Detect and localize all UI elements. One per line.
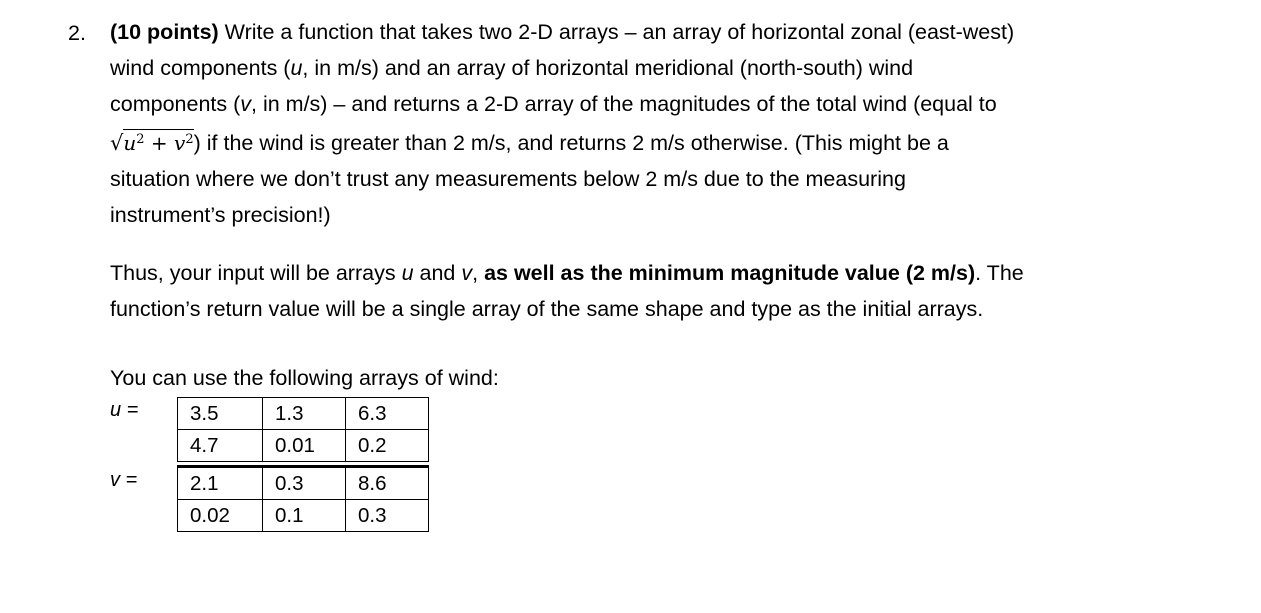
formula-radicand: $u^2 + v^2$ <box>123 131 194 156</box>
question-line-4: $√u^2 + v^2$) if the wind is greater than 2 m/s, and returns 2 m/s otherwise. (This might be a <box>110 122 1120 162</box>
question-line-3: components (v, in m/s) – and returns a 2-D array of the magnitudes of the total wind (equal to <box>110 91 997 116</box>
table-cell: 0.3 <box>263 467 346 500</box>
table-row <box>178 500 429 532</box>
table-cell: 0.1 <box>263 500 346 532</box>
table-row <box>178 430 429 462</box>
question-line-5: situation where we don’t trust any measurements below 2 m/s due to the measuring <box>110 167 906 192</box>
v-variable: v <box>240 91 252 116</box>
question-line-1: (10 points) Write a function that takes two 2-D arrays – an array of horizontal zonal (east-west) <box>110 20 1015 44</box>
input-paragraph <box>110 256 1120 328</box>
u-variable: u <box>290 55 303 80</box>
arrays-intro: You can use the following arrays of wind: <box>110 366 499 390</box>
table-cell: 8.6 <box>346 467 429 500</box>
table-cell: 0.02 <box>178 500 263 532</box>
question-line-2: wind components (u, in m/s) and an array of horizontal meridional (north-south) wind <box>110 55 914 80</box>
magnitude-formula <box>110 122 194 162</box>
table-cell: 2.1 <box>178 467 263 500</box>
table-cell: 1.3 <box>263 398 346 430</box>
u-array-table <box>177 397 429 462</box>
points-label: (10 points) <box>110 20 219 44</box>
input-line-2: function’s return value will be a single array of the same shape and type as the initial arrays. <box>110 296 984 321</box>
table-cell: 6.3 <box>346 398 429 430</box>
table-cell: 0.2 <box>346 430 429 462</box>
question-number: 2. <box>68 21 86 45</box>
sqrt-symbol: √ <box>110 131 124 156</box>
v-array-table <box>177 465 429 532</box>
table-cell: 4.7 <box>178 430 263 462</box>
question-line-6: instrument’s precision!) <box>110 202 331 227</box>
table-row <box>178 467 429 500</box>
u-array-label: u = <box>110 399 139 421</box>
table-row <box>178 398 429 430</box>
v-array-label: v = <box>110 469 138 491</box>
table-cell: 0.3 <box>346 500 429 532</box>
input-line-1: Thus, your input will be arrays u and v, as well as the minimum magnitude value (2 m/s). The <box>110 261 1024 285</box>
min-magnitude-note: as well as the minimum magnitude value (2 m/s) <box>484 261 976 285</box>
table-cell: 3.5 <box>178 398 263 430</box>
question-paragraph <box>110 15 1120 234</box>
table-cell: 0.01 <box>263 430 346 462</box>
